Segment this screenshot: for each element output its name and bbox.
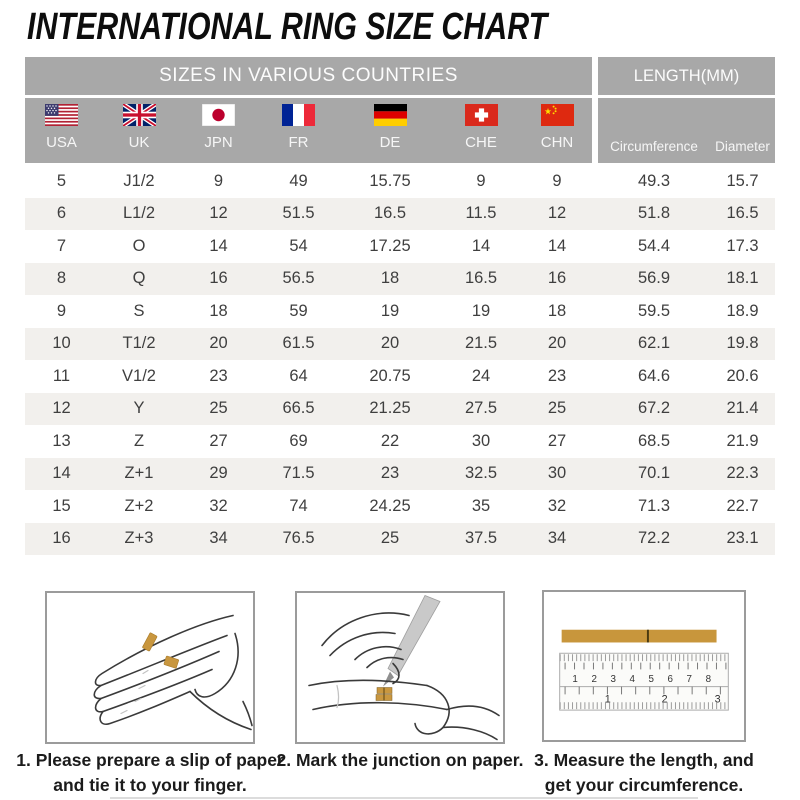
table-body [25,165,775,555]
table-cell: 35 [471,496,491,515]
table-cell: 22 [380,431,400,450]
table-cell: 72.2 [637,529,671,548]
countries-group-header: SIZES IN VARIOUS COUNTRIES [25,57,592,95]
table-cell: 7 [56,236,67,255]
table-cell: 59.5 [637,301,671,320]
table-row [25,198,775,231]
table-cell: 54 [289,236,308,255]
table-cell: 21.4 [726,399,759,418]
ruler-digit: 1 [604,693,611,706]
table-cell: 14 [209,236,228,255]
table-cell: 22.7 [726,496,759,515]
table-cell: 19 [380,301,400,320]
length-group-header: LENGTH(MM) [598,57,775,95]
table-row [25,425,775,458]
table-cell: 29 [209,464,228,483]
table-row [25,360,775,393]
table-cell: Z [133,431,145,450]
column-label: CHE [465,134,497,151]
ruler-digit: 7 [686,674,693,686]
table-cell: 23 [209,366,228,385]
table-cell: 27 [547,431,567,450]
ruler-digit: 3 [610,674,616,686]
table-cell: 19.8 [726,334,759,353]
table-cell: 56.5 [282,269,315,288]
column-header-usa [25,98,98,163]
table-cell: 15.7 [726,171,759,190]
table-cell: 20 [380,334,400,353]
table-cell: Z+3 [124,529,154,548]
column-label: USA [46,134,77,151]
table-cell: 12 [209,204,228,223]
table-row [25,458,775,491]
table-row [25,393,775,426]
country-columns [25,98,592,163]
table-cell: 71.5 [282,464,315,483]
table-cell: 17.25 [369,236,411,255]
table-cell: 12 [52,399,71,418]
table-cell: 23 [547,366,567,385]
ring-size-table [25,57,775,555]
ruler-digit: 2 [591,674,597,686]
column-header-uk [98,98,180,163]
column-label: CHN [540,134,574,151]
table-cell: 64.6 [637,366,671,385]
length-columns [598,98,775,163]
table-cell: 20 [209,334,228,353]
table-cell: 34 [209,529,228,548]
table-cell: O [132,236,146,255]
table-cell: 25 [547,399,567,418]
table-cell: 18 [380,269,400,288]
table-cell: S [133,301,145,320]
table-row [25,523,775,556]
table-cell: J1/2 [123,171,155,190]
table-cell: 27.5 [464,399,498,418]
table-cell: 67.2 [637,399,671,418]
table-row [25,165,775,198]
step3-caption-line1: 3. Measure the length, and [534,750,754,770]
table-cell: 68.5 [637,431,671,450]
table-cell: 16 [547,269,567,288]
table-cell: 16.5 [464,269,498,288]
table-row [25,490,775,523]
step1-caption [15,748,285,799]
table-cell: 71.3 [637,496,671,515]
ruler-digit: 8 [705,674,712,686]
column-header-fr [257,98,340,163]
table-row [25,295,775,328]
table-cell: 76.5 [282,529,315,548]
table-cell: 5 [56,171,67,190]
table-cell: 51.8 [637,204,671,223]
uk-flag-icon [123,104,156,126]
diameter-column-label: Diameter [715,139,770,154]
step3-caption-line2: get your circumference. [544,775,744,796]
table-cell: 21.25 [369,399,411,418]
table-cell: 10 [52,334,71,353]
ruler-digit: 2 [661,693,668,706]
step2-caption-line1: 2. Mark the junction on paper. [276,750,524,770]
france-flag-icon [282,104,315,126]
table-cell: 54.4 [637,236,671,255]
table-cell: 34 [547,529,567,548]
table-cell: 32 [209,496,228,515]
table-cell: 6 [56,204,67,223]
column-header-jpn [180,98,257,163]
ruler-digit: 6 [667,674,673,686]
ruler-digit: 5 [648,674,654,686]
table-cell: 21.9 [726,431,759,450]
table-cell: 14 [547,236,567,255]
flag-header-row [25,98,775,163]
step1-caption-line1: 1. Please prepare a slip of paper [16,750,284,770]
table-cell: 49 [289,171,308,190]
table-cell: 22.3 [726,464,759,483]
step1-illustration-box [45,591,255,744]
table-cell: 32 [547,496,567,515]
table-cell: 11.5 [465,204,497,223]
table-cell: 8 [56,269,67,288]
table-row [25,230,775,263]
table-cell: 16.5 [726,204,759,223]
table-cell: V1/2 [122,366,156,385]
step2-caption [272,748,528,773]
ruler-digit: 3 [714,693,721,706]
table-cell: Y [133,399,145,418]
table-cell: 20 [547,334,567,353]
table-cell: 27 [209,431,228,450]
table-cell: 61.5 [282,334,315,353]
step3-caption [520,748,768,799]
table-cell: 20.75 [369,366,411,385]
table-cell: Z+1 [124,464,154,483]
table-cell: 70.1 [637,464,671,483]
table-cell: 56.9 [637,269,671,288]
table-cell: 18.1 [726,269,759,288]
japan-flag-icon [202,104,235,126]
table-cell: 9 [552,171,562,190]
ruler-measure-illustration [544,592,744,740]
table-cell: 14 [471,236,491,255]
ruler-digit: 1 [572,674,578,686]
column-header-de [340,98,440,163]
table-cell: 9 [476,171,486,190]
table-cell: 14 [52,464,71,483]
table-cell: 16 [209,269,228,288]
column-label: JPN [204,134,233,151]
column-header-chn [522,98,592,163]
table-cell: 66.5 [282,399,315,418]
page-title: INTERNATIONAL RING SIZE CHART [27,6,548,48]
table-cell: 21.5 [464,334,498,353]
table-group-header [25,57,775,95]
table-cell: 23.1 [726,529,759,548]
table-cell: 15.75 [369,171,411,190]
table-cell: 12 [547,204,567,223]
table-row [25,328,775,361]
table-cell: 15 [52,496,71,515]
mark-junction-illustration [297,593,503,742]
table-cell: 18.9 [726,301,759,320]
table-cell: T1/2 [122,334,156,353]
table-cell: 17.3 [726,236,759,255]
germany-flag-icon [374,104,407,126]
switzerland-flag-icon [465,104,498,126]
table-cell: 20.6 [726,366,759,385]
table-cell: 37.5 [464,529,498,548]
table-cell: 49.3 [637,171,671,190]
hand-with-paper-strip-illustration [47,593,253,742]
china-flag-icon [541,104,574,126]
column-header-che [440,98,522,163]
table-cell: 16.5 [373,204,407,223]
table-cell: 13 [52,431,71,450]
table-cell: 25 [380,529,400,548]
table-cell: 64 [289,366,308,385]
step3-illustration-box [542,590,746,742]
table-cell: 23 [380,464,400,483]
table-cell: Q [132,269,146,288]
table-cell: 69 [289,431,308,450]
table-cell: 51.5 [282,204,315,223]
table-cell: 62.1 [637,334,671,353]
bottom-divider [110,797,698,799]
table-cell: L1/2 [122,204,156,223]
table-cell: 59 [289,301,308,320]
circumference-column-label: Circumference [610,139,698,154]
column-label: DE [379,134,401,151]
usa-flag-icon [45,104,78,126]
table-cell: 30 [471,431,491,450]
table-cell: 18 [547,301,567,320]
table-cell: 9 [56,301,67,320]
step1-caption-line2: and tie it to your finger. [53,775,247,796]
table-cell: 16 [52,529,71,548]
table-cell: 30 [547,464,567,483]
table-cell: 32.5 [464,464,498,483]
column-label: FR [288,134,309,151]
ruler-digit: 4 [629,674,635,686]
table-cell: 11 [52,366,71,385]
column-label: UK [128,134,150,151]
table-row [25,263,775,296]
table-cell: 24 [471,366,491,385]
table-cell: Z+2 [124,496,154,515]
table-cell: 9 [213,171,224,190]
table-cell: 24.25 [369,496,411,515]
table-cell: 74 [289,496,308,515]
table-cell: 25 [209,399,228,418]
table-cell: 18 [209,301,228,320]
table-cell: 19 [471,301,491,320]
step2-illustration-box [295,591,505,744]
